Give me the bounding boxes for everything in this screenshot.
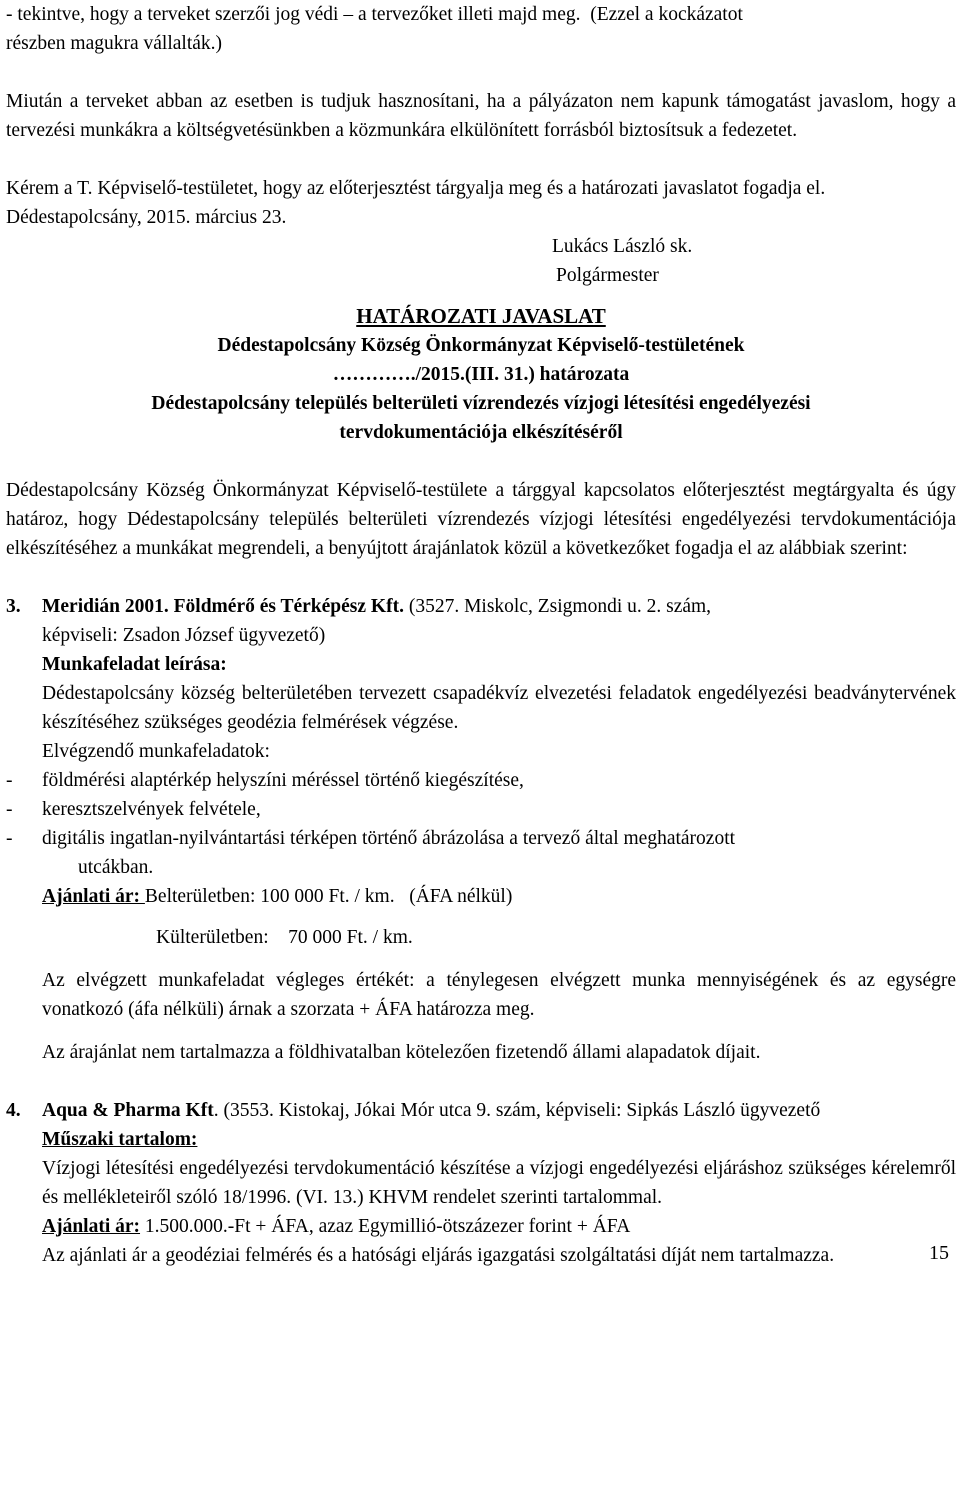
price-line bbox=[42, 1212, 956, 1241]
offer-item-4 bbox=[6, 1096, 956, 1270]
paragraph-funding: Miután a terveket abban az esetben is tudjuk hasznosítani, ha a pályázaton nem kapunk támogatást javaslom, hogy a tervezési munkákra a költségvetésünkben a közmunkára elkülönített forrásból biztosítsuk a fedezetet. bbox=[6, 91, 956, 141]
offer-company: Meridián 2001. Földmérő és Térképész Kft. bbox=[42, 596, 404, 617]
price-label: Ajánlati ár: bbox=[42, 1216, 141, 1237]
content-heading: Műszaki tartalom: bbox=[42, 1129, 198, 1150]
offer-address: . (3553. Kistokaj, Jókai Mór utca 9. szám, képviseli: Sipkás László ügyvezető bbox=[213, 1100, 821, 1121]
offer-company-line bbox=[42, 592, 956, 621]
list-item: - digitális ingatlan-nyilvántartási térképen történő ábrázolása a tervező által meghatározott bbox=[6, 828, 736, 849]
resolution-heading: HATÁROZATI JAVASLAT bbox=[356, 304, 606, 328]
price-outer-line bbox=[42, 923, 956, 952]
intro-line-1: - tekintve, hogy a terveket szerzői jog védi – a tervezőket illeti majd meg. (Ezzel a kockázatot bbox=[6, 4, 743, 25]
list-item: - földmérési alaptérkép helyszíni méréssel történő kiegészítése, bbox=[6, 770, 524, 791]
price-inner-value: 100 000 Ft. / km. bbox=[260, 886, 395, 907]
document-page bbox=[6, 0, 956, 1270]
list-item-text: földmérési alaptérkép helyszíni méréssel történő kiegészítése, bbox=[42, 770, 524, 791]
offer-item-3 bbox=[6, 592, 956, 766]
offer-address: (3527. Miskolc, Zsigmondi u. 2. szám, bbox=[403, 596, 712, 617]
resolution-number: …………./2015.(III. 31.) határozata bbox=[332, 364, 630, 385]
content-description: Vízjogi létesítési engedélyezési tervdokumentáció készítése a vízjogi engedélyezési eljáráshoz szükséges kérelemről és mellékleteiről szóló 18/1996. (VI. 13.) KHVM rendelet szerinti tartalommal. bbox=[42, 1158, 956, 1208]
task-list bbox=[6, 766, 956, 882]
place-date: Dédestapolcsány, 2015. március 23. bbox=[6, 207, 287, 228]
price-outer-value: 70 000 Ft. / km. bbox=[288, 927, 413, 948]
price-inner-line bbox=[42, 882, 956, 911]
intro-line-2: részben magukra vállalták.) bbox=[6, 33, 223, 54]
offer-company: Aqua & Pharma Kft bbox=[42, 1100, 214, 1121]
resolution-body: Dédestapolcsány Község Önkormányzat Képviselő-testületének bbox=[217, 335, 745, 356]
tasks-label: Elvégzendő munkafeladatok: bbox=[42, 741, 270, 762]
resolution-subject-1: Dédestapolcsány település belterületi vízrendezés vízjogi létesítési engedélyezési bbox=[151, 393, 811, 414]
offer-number: 3. bbox=[6, 596, 21, 617]
task-description: Dédestapolcsány község belterületében tervezett csapadékvíz elvezetési feladatok engedélyezési beadványtervének készítéséhez szükséges geodézia felmérések végzése. bbox=[42, 683, 956, 733]
price-note: Az ajánlati ár a geodéziai felmérés és a hatósági eljárás igazgatási szolgáltatási díját nem tartalmazza. bbox=[42, 1245, 835, 1266]
final-value-text: Az elvégzett munkafeladat végleges értékét: a ténylegesen elvégzett munka mennyiségének és az egységre vonatkozó (áfa nélküli) árnak a szorzata + ÁFA határozza meg. bbox=[42, 970, 956, 1020]
price-inner-label: Belterületben: bbox=[144, 886, 256, 907]
signer-title: Polgármester bbox=[556, 265, 659, 286]
price-vat-note: (ÁFA nélkül) bbox=[409, 886, 513, 907]
price-label: Ajánlati ár: bbox=[42, 886, 145, 907]
list-item-text: keresztszelvények felvétele, bbox=[42, 799, 261, 820]
price-block bbox=[6, 882, 956, 1067]
resolution-subject-2: tervdokumentációja elkészítéséről bbox=[339, 422, 623, 443]
decision-text: Dédestapolcsány Község Önkormányzat Képviselő-testülete a tárggyal kapcsolatos előterjesztést megtárgyalta és úgy határoz, hogy Dédestapolcsány település belterületi vízrendezés vízjogi létesítési engedélyezési tervdokumentációja elkészítéséhez a munkákat megrendeli, a benyújtott árajánlatok közül a következőket fogadja el az alábbiak szerint: bbox=[6, 480, 956, 559]
task-heading: Munkafeladat leírása: bbox=[42, 654, 227, 675]
offer-number: 4. bbox=[6, 1100, 21, 1121]
list-item-continuation: utcákban. bbox=[78, 857, 154, 878]
list-item: - keresztszelvények felvétele, bbox=[6, 799, 261, 820]
list-item-text: digitális ingatlan-nyilvántartási térképen történő ábrázolása a tervező által meghatározott bbox=[42, 828, 736, 849]
price-value: 1.500.000.-Ft + ÁFA, azaz Egymillió-ötszázezer forint + ÁFA bbox=[140, 1216, 631, 1237]
offer-company-line bbox=[42, 1096, 956, 1125]
signer-name: Lukács László sk. bbox=[552, 236, 693, 257]
offer-representative: képviseli: Zsadon József ügyvezető) bbox=[42, 625, 326, 646]
exclusion-text: Az árajánlat nem tartalmazza a földhivatalban kötelezően fizetendő állami alapadatok díjait. bbox=[42, 1042, 761, 1063]
paragraph-request: Kérem a T. Képviselő-testületet, hogy az előterjesztést tárgyalja meg és a határozati javaslatot fogadja el. bbox=[6, 178, 826, 199]
page-number: 15 bbox=[929, 1242, 949, 1264]
price-outer-label: Külterületben: bbox=[156, 927, 269, 948]
